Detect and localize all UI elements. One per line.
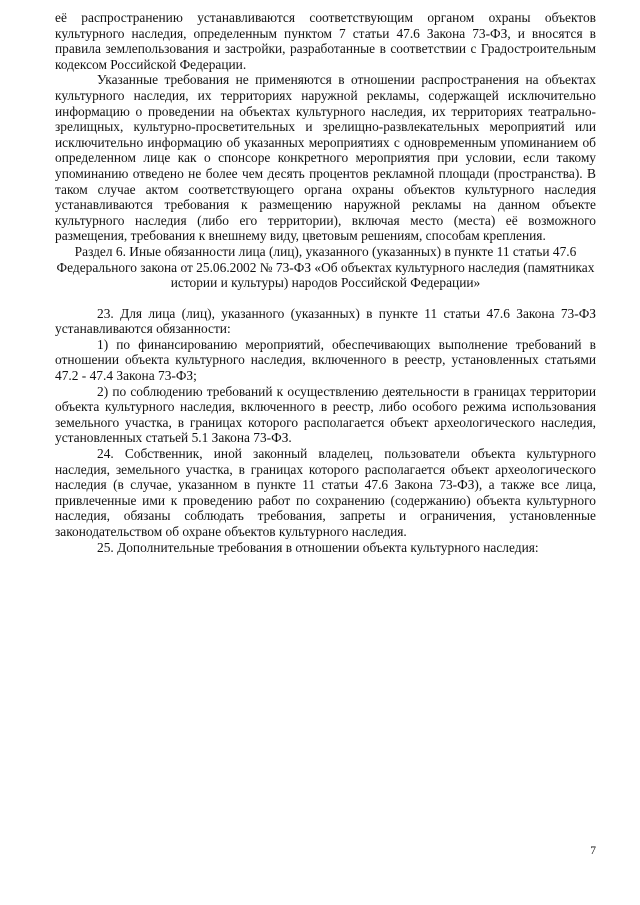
- paragraph-item-24: 24. Собственник, иной законный владелец, пользователи объекта культурного наследия, земельного участка, в границах которого располагается объект археологического наследия (в случае, указанном в пункте 11 статьи 47.6 Закона 73-ФЗ), а также все лица, привлеченные ими к проведению работ по сохранению (содержанию) объекта культурного наследия, обязаны соблюдать требования, запреты и ограничения, установленные законодательством об охране объектов культурного наследия.: [55, 446, 596, 539]
- section-6-title: Раздел 6. Иные обязанности лица (лиц), указанного (указанных) в пункте 11 статьи 47.6 Федерального закона от 25.06.2002 № 73-ФЗ «Об объектах культурного наследия (памятниках истории и культуры) народов Российской Федерации»: [56, 243, 595, 291]
- page-number: 7: [590, 845, 596, 857]
- paragraph-advertising-exception: Указанные требования не применяются в отношении распространения на объектах культурного наследия, их территориях наружной рекламы, содержащей исключительно информацию о проведении на объектах культурного наследия, их территориях театрально-зрелищных, культурно-просветительных и зрелищно-развлекательных мероприятий или исключительно информацию об указанных мероприятиях с одновременным упоминанием об определенном лице как о спонсоре конкретного мероприятия при условии, если такому упоминанию отведено не более чем десять процентов рекламной площади (пространства). В таком случае актом соответствующего органа охраны объектов культурного наследия устанавливаются требования к размещению наружной рекламы на данном объекте культурного наследия (либо его территории), включая место (места) её возможного размещения, требования к внешнему виду, цветовым решениям, способам крепления.: [55, 72, 596, 244]
- paragraph-item-23: 23. Для лица (лиц), указанного (указанных) в пункте 11 статьи 47.6 Закона 73-ФЗ устанавливаются обязанности:: [55, 305, 596, 337]
- paragraph-subitem-2: 2) по соблюдению требований к осуществлению деятельности в границах территории объекта культурного наследия, включенного в реестр, либо особого режима использования земельного участка, в границах которого располагается объект археологического наследия, установленных статьей 5.1 Закона 73-ФЗ.: [55, 383, 596, 446]
- paragraph-continuation: её распространению устанавливаются соответствующим органом охраны объектов культурного наследия, определенным пунктом 7 статьи 47.6 Закона 73-ФЗ, и вносятся в правила землепользования и застройки, разработанные в соответствии с Градостроительным кодексом Российской Федерации.: [55, 10, 596, 72]
- section-6-body: [55, 306, 596, 556]
- paragraph-item-25: 25. Дополнительные требования в отношении объекта культурного наследия:: [97, 539, 539, 555]
- paragraph-subitem-1: 1) по финансированию мероприятий, обеспечивающих выполнение требований в отношении объекта культурного наследия, включенного в реестр, установленных статьями 47.2 - 47.4 Закона 73-ФЗ;: [55, 336, 596, 384]
- document-page: [55, 10, 596, 555]
